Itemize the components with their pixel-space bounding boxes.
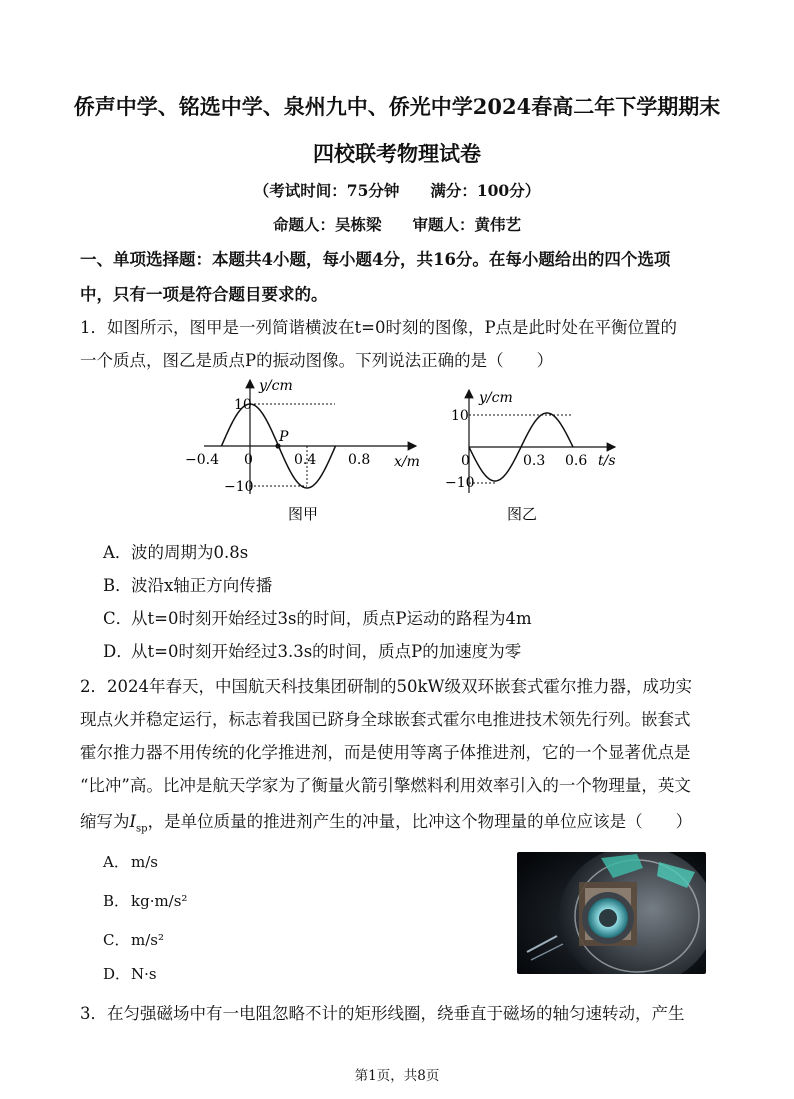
- figure-b-tick-y-pos: 10: [451, 408, 469, 424]
- figure-a-x-label: x/m: [394, 454, 420, 470]
- exam-info: （考试时间：75分钟 满分：100分）: [253, 181, 541, 200]
- section1-heading-line1: 一、单项选择题：本题共4小题，每小题4分，共16分。在每小题给出的四个选项: [80, 250, 671, 269]
- isp-symbol: I: [129, 812, 137, 831]
- q2-option-b: B． kg·m/s²: [103, 892, 188, 910]
- q1-stem-line1: 1．如图所示，图甲是一列简谐横波在t=0时刻的图像，P点是此时处在平衡位置的: [80, 318, 678, 337]
- q1-option-d: D．从t=0时刻开始经过3.3s的时间，质点P的加速度为零: [103, 642, 522, 661]
- figure-a-y-label: y/cm: [259, 378, 293, 394]
- figure-a-wave-graph: [180, 376, 430, 526]
- q2-option-d: D．N·s: [103, 965, 157, 983]
- figure-a-tick-y-pos: 10: [234, 397, 252, 413]
- figure-b-tick-y-neg: −10: [445, 475, 475, 491]
- q2-stem-line1: 2．2024年春天，中国航天科技集团研制的50kW级双环嵌套式霍尔推力器，成功实: [80, 677, 692, 696]
- figure-b-tick-x-a: 0.3: [523, 453, 546, 469]
- figure-a-tick-origin: 0: [244, 452, 253, 468]
- q2-option-a: A． m/s: [103, 853, 158, 871]
- figure-b-y-label: y/cm: [479, 390, 513, 406]
- figure-b-tick-origin: 0: [461, 453, 470, 469]
- figure-a-caption: 图甲: [288, 505, 319, 523]
- exam-authors: 命题人：吴栋梁 审题人：黄伟艺: [272, 215, 521, 234]
- q1-option-c: C．从t=0时刻开始经过3s的时间，质点P运动的路程为4m: [103, 609, 532, 628]
- q1-option-a: A．波的周期为0.8s: [103, 543, 249, 562]
- hall-thruster-photo: [517, 852, 706, 974]
- figure-a-tick-x-a: 0.4: [294, 452, 317, 468]
- q1-option-b: B．波沿x轴正方向传播: [103, 576, 273, 595]
- q1-stem-line2: 一个质点，图乙是质点P的振动图像。下列说法正确的是（ ）: [80, 351, 554, 370]
- page-number: 第1页，共8页: [354, 1068, 440, 1084]
- exam-title-line1: 侨声中学、铭选中学、泉州九中、侨光中学2024春高二年下学期期末: [73, 94, 721, 119]
- figure-a-tick-x-neg: −0.4: [185, 452, 219, 468]
- q2-stem-line5: 缩写为$I_{sp}$，是单位质量的推进剂产生的冲量，比冲这个物理量的单位应该是（ ）: [80, 812, 693, 835]
- q2-stem-line4: “比冲”高。比冲是航天学家为了衡量火箭引擎燃料利用效率引入的一个物理量，英文: [80, 776, 691, 795]
- figure-b-x-label: t/s: [598, 453, 616, 469]
- figure-b-tick-x-b: 0.6: [565, 453, 588, 469]
- figure-a-tick-y-neg: −10: [224, 479, 254, 495]
- q2-stem-line2: 现点火并稳定运行，标志着我国已跻身全球嵌套式霍尔电推进技术领先行列。嵌套式: [80, 710, 691, 729]
- q3-stem-line1: 3．在匀强磁场中有一电阻忽略不计的矩形线圈，绕垂直于磁场的轴匀速转动，产生: [80, 1004, 685, 1023]
- q2-option-c: C． m/s²: [103, 931, 164, 949]
- section1-heading-line2: 中，只有一项是符合题目要求的。: [80, 285, 328, 304]
- figure-a-point-p-label: P: [279, 429, 289, 445]
- figure-b-caption: 图乙: [507, 505, 538, 523]
- q2-stem-line3: 霍尔推力器不用传统的化学推进剂，而是使用等离子体推进剂，它的一个显著优点是: [80, 743, 691, 762]
- figure-a-tick-x-b: 0.8: [348, 452, 371, 468]
- exam-title-line2: 四校联考物理试卷: [313, 141, 481, 166]
- figure-b-vibration-graph: [445, 387, 625, 527]
